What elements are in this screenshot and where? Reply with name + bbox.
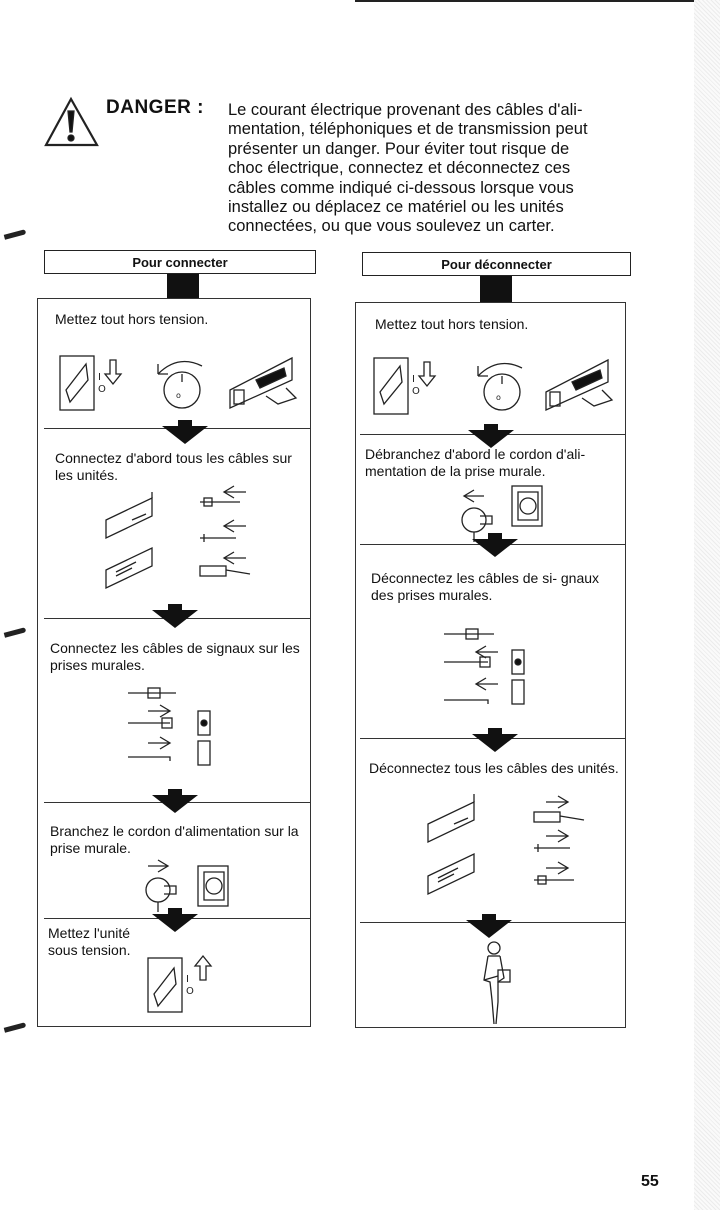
device-icon bbox=[102, 490, 162, 590]
svg-text:o: o bbox=[496, 393, 501, 402]
disconnect-step-4: Déconnectez tous les câbles des unités. bbox=[369, 760, 619, 776]
power-switch-icon bbox=[58, 350, 128, 412]
power-switch-icon bbox=[146, 950, 218, 1014]
flow-arrow-icon bbox=[162, 426, 208, 444]
connect-step-4: Branchez le cordon d'alimentation sur la prise murale. bbox=[50, 823, 299, 856]
signal-cable-icon bbox=[530, 790, 590, 890]
wall-socket-icon bbox=[510, 484, 546, 528]
signal-cable-icon bbox=[196, 480, 256, 580]
svg-text:O: O bbox=[98, 384, 106, 395]
danger-text: Le courant électrique provenant des câbles d'ali- mentation, téléphoniques et de transmission peut présenter un danger. Pour éviter tout risque de choc électrique, connectez et déconnectez ces câbles comme indiqué ci-dessous lorsque vous installez ou déplacez ce matériel ou les unités connectées, ou que vous soulevez un carter. bbox=[228, 101, 588, 236]
connect-step-2: Connectez d'abord tous les câbles sur les unités. bbox=[55, 450, 292, 483]
device-icon bbox=[424, 790, 484, 900]
connect-header: Pour connecter bbox=[44, 250, 316, 274]
disconnect-header: Pour déconnecter bbox=[362, 252, 631, 276]
svg-text:O: O bbox=[412, 386, 420, 397]
disconnect-step-3: Déconnectez les câbles de si- gnaux des prises murales. bbox=[371, 570, 600, 603]
top-rule bbox=[355, 0, 720, 2]
disconnect-tab bbox=[480, 276, 512, 302]
connect-step-5: Mettez l'unité sous tension. bbox=[48, 925, 131, 958]
page-edge-texture bbox=[694, 0, 720, 1210]
svg-text:I: I bbox=[98, 372, 101, 383]
connect-step-1: Mettez tout hors tension. bbox=[55, 311, 209, 327]
wall-socket-icon bbox=[196, 864, 232, 908]
page-number: 55 bbox=[641, 1173, 659, 1190]
danger-label: DANGER : bbox=[106, 97, 204, 118]
flow-arrow-icon bbox=[472, 539, 518, 557]
unit-switch-icon bbox=[226, 350, 306, 412]
flow-arrow-icon bbox=[152, 610, 198, 628]
disconnect-step-1: Mettez tout hors tension. bbox=[375, 316, 529, 332]
knob-icon bbox=[470, 354, 530, 416]
disconnect-step-2: Débranchez d'abord le cordon d'ali- mentation de la prise murale. bbox=[365, 446, 586, 479]
flow-arrow-icon bbox=[472, 734, 518, 752]
svg-text:I: I bbox=[412, 374, 415, 385]
signal-cable-icon bbox=[122, 685, 222, 775]
margin-mark bbox=[4, 1022, 27, 1033]
margin-mark bbox=[4, 229, 27, 240]
connect-tab bbox=[167, 274, 199, 298]
plug-icon bbox=[142, 856, 192, 912]
signal-cable-icon bbox=[440, 628, 540, 718]
flow-arrow-icon bbox=[466, 920, 512, 938]
knob-icon bbox=[150, 352, 210, 412]
svg-text:I: I bbox=[186, 974, 189, 985]
person-lifting-icon bbox=[470, 940, 520, 1028]
margin-mark bbox=[4, 627, 27, 638]
connect-step-3: Connectez les câbles de signaux sur les prises murales. bbox=[50, 640, 300, 673]
unit-switch-icon bbox=[542, 352, 620, 414]
flow-arrow-icon bbox=[152, 914, 198, 932]
warning-triangle-icon bbox=[44, 96, 100, 148]
power-switch-icon bbox=[372, 352, 442, 416]
flow-arrow-icon bbox=[152, 795, 198, 813]
svg-text:o: o bbox=[176, 391, 181, 400]
svg-text:O: O bbox=[186, 986, 194, 997]
